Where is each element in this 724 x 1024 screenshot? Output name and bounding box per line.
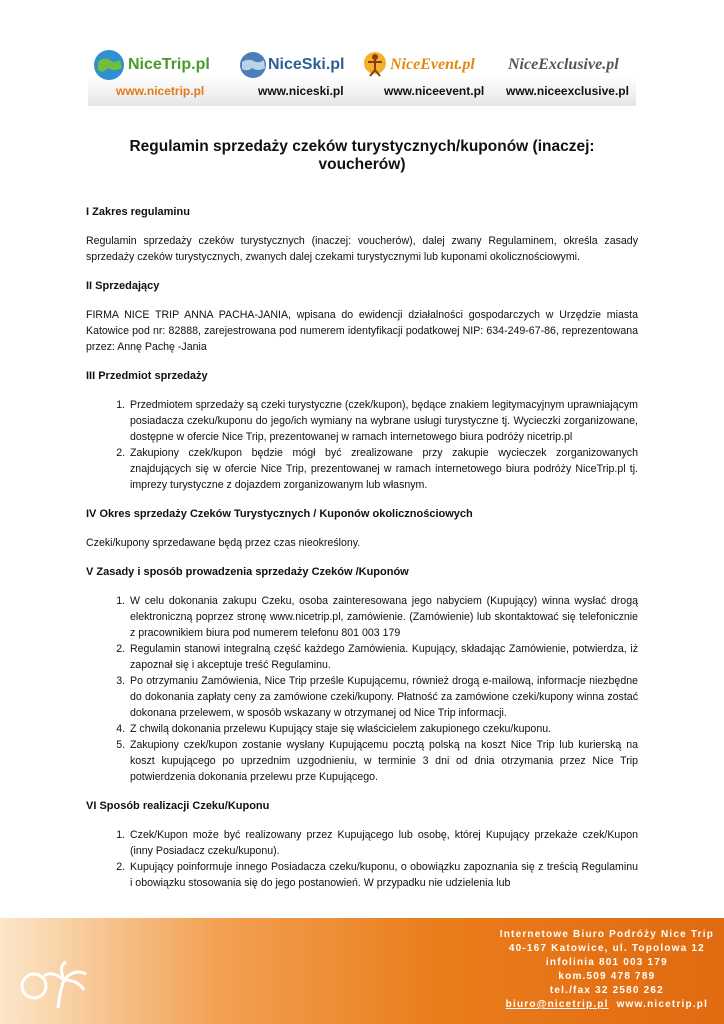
section-heading: VI Sposób realizacji Czeku/Kuponu: [86, 800, 270, 812]
numbered-list: [86, 827, 638, 891]
footer-links: [500, 998, 714, 1012]
list-item: 4. Z chwilą dokonania przelewu Kupujący staje się właścicielem zakupionego czeku/kuponu.: [128, 721, 638, 737]
header-banner: [88, 40, 636, 106]
niceexclusive-url[interactable]: www.niceexclusive.pl: [506, 84, 629, 98]
list-item: 2. Regulamin stanowi integralną część każdego Zamówienia. Kupujący, składając Zamówienie, potwierdza, iż zapoznał się i akceptuje treść Regulaminu.: [128, 641, 638, 673]
section-text: Regulamin sprzedaży czeków turystycznych (inaczej: voucherów), dalej zwany Regulaminem, określa zasady sprzedaży czeków turystycznych, zwanych dalej czekami turystycznymi lub kuponami okolicznościowymi.: [86, 235, 638, 263]
event-figure-icon: [362, 50, 388, 80]
niceevent-url[interactable]: www.niceevent.pl: [384, 84, 485, 98]
footer-company: Internetowe Biuro Podróży Nice Trip: [499, 929, 714, 940]
section-heading: V Zasady i sposób prowadzenia sprzedaży Czeków /Kuponów: [86, 566, 409, 578]
footer-email-link[interactable]: biuro@nicetrip.pl: [505, 999, 609, 1010]
footer-address: 40-167 Katowice, ul. Topolowa 12: [508, 943, 705, 954]
list-item: 5. Zakupiony czek/kupon zostanie wysłany Kupującemu pocztą polską na koszt Nice Trip lub kurierską na koszt kupującego po uprzednim uzgodnieniu, w terminie 3 dni od dnia otrzymania przez Nice Trip potwierdzenia dokonania przelewu prze Kupującego.: [128, 737, 638, 785]
list-item: 1. Przedmiotem sprzedaży są czeki turystyczne (czek/kupon), będące znakiem legitymacyjnym uprawniającym posiadacza czeku/kuponu do jego/ich wymiany na wybrane usługi turystyczne tj. Wycieczki zorganizowane, dostępne w ofercie Nice Trip, prezentowanej w ramach internetowego biura podróży nicetrip.pl: [128, 397, 638, 445]
footer-website-link[interactable]: www.nicetrip.pl: [616, 999, 709, 1010]
nicetrip-logo-text: NiceTrip.pl: [128, 56, 210, 73]
document-body: [86, 138, 638, 906]
section-heading: IV Okres sprzedaży Czeków Turystycznych / Kuponów okolicznościowych: [86, 508, 473, 520]
section-text: Czeki/kupony sprzedawane będą przez czas nieokreślony.: [86, 537, 361, 549]
document-title: Regulamin sprzedaży czeków turystycznych/kuponów (inaczej: voucherów): [129, 138, 595, 173]
nicetrip-logo[interactable]: [88, 46, 238, 86]
section-text: FIRMA NICE TRIP ANNA PACHA-JANIA, wpisana do ewidencji działalności gospodarczych w Urzędzie miasta Katowice pod nr: 82888, zarejestrowana pod numerem identyfikacji podatkowej NIP: 634-249-67-86, reprezentowana przez: Annę Pachę -Jania: [86, 309, 638, 353]
numbered-list: [86, 593, 638, 785]
niceexclusive-logo[interactable]: [504, 46, 636, 86]
nicetrip-url[interactable]: www.nicetrip.pl: [116, 84, 205, 98]
list-item: 2. Zakupiony czek/kupon będzie mógł być zrealizowane przy zakupie wycieczek zorganizowanych znajdujących się w ofercie Nice Trip, prezentowanej w ramach internetowego biura podróży NiceTrip.pl tj. imprezy turystyczne z dojazdem zorganizowanym lub własnym.: [128, 445, 638, 493]
footer-hotline: infolinia 801 003 179: [545, 957, 668, 968]
list-item: 3. Po otrzymaniu Zamówienia, Nice Trip prześle Kupującemu, również drogą e-mailową, informacje niezbędne do dokonania zapłaty ceny za zamówione czeki/kupony. Płatność za zamówione czeki/kupony winna zostać dokonana przelewem, w sposób wskazany w otrzymanej od Nice Trip informacji.: [128, 673, 638, 721]
numbered-list: [86, 397, 638, 493]
section-heading: III Przedmiot sprzedaży: [86, 370, 208, 382]
niceevent-logo-text: NiceEvent.pl: [390, 56, 475, 73]
list-item: 2. Kupujący poinformuje innego Posiadacza czeku/kuponu, o obowiązku zapoznania się z treścią Regulaminu i obowiązku stosowania się do jego postanowień. W przypadku nie udzielenia lub: [128, 859, 638, 891]
list-item: 1. W celu dokonania zakupu Czeku, osoba zainteresowana jego nabyciem (Kupujący) winna wysłać drogą elektroniczną poprzez stronę www.nicetrip.pl, zamówienie. (Zamówienie) lub skontaktować się telefonicznie z pracownikiem biura pod numerem telefonu 801 003 179: [128, 593, 638, 641]
footer-fax: tel./fax 32 2580 262: [549, 985, 664, 996]
globe-icon: [92, 48, 126, 82]
footer-contact: [500, 928, 714, 1012]
globe-icon: [238, 50, 268, 80]
section-heading: II Sprzedający: [86, 280, 160, 292]
niceevent-logo[interactable]: [360, 46, 500, 86]
footer-mobile: kom.509 478 789: [558, 971, 656, 982]
section-heading: I Zakres regulaminu: [86, 206, 190, 218]
list-item: 1. Czek/Kupon może być realizowany przez Kupującego lub osobę, której Kupujący przekaże czek/Kupon (inny Posiadacz czeku/kuponu).: [128, 827, 638, 859]
palm-sun-icon: [18, 960, 98, 1010]
niceski-logo-text: NiceSki.pl: [268, 56, 345, 73]
niceexclusive-logo-text: NiceExclusive.pl: [508, 56, 619, 73]
niceski-url[interactable]: www.niceski.pl: [258, 84, 344, 98]
niceski-logo[interactable]: [238, 46, 360, 86]
